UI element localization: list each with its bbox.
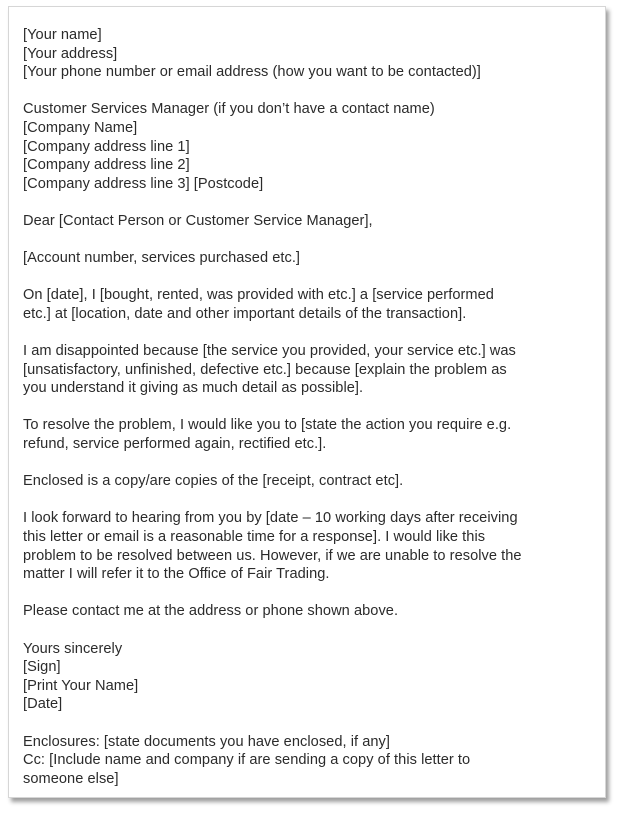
footer-block <box>23 733 601 789</box>
signature-placeholder: [Sign] <box>23 659 61 676</box>
spacer <box>23 398 601 417</box>
spacer <box>23 193 601 212</box>
paragraph-line: On [date], I [bought, rented, was provided with etc.] a [service performed <box>23 287 494 304</box>
paragraph-purchase <box>23 286 601 323</box>
recipient-address-line-3: [Company address line 3] [Postcode] <box>23 175 264 192</box>
paragraph-line: [unsatisfactory, unfinished, defective etc.] because [explain the problem as <box>23 361 507 378</box>
recipient-address-line-2: [Company address line 2] <box>23 157 190 174</box>
reference-text: [Account number, services purchased etc.] <box>23 250 301 267</box>
valediction: Yours sincerely <box>23 640 123 657</box>
cc-line: Cc: [Include name and company if are sending a copy of this letter to <box>23 752 471 769</box>
spacer <box>23 621 601 640</box>
paragraph-line: problem to be resolved between us. However, if we are unable to resolve the <box>23 547 522 564</box>
paragraph-line: you understand it giving as much detail as possible]. <box>23 380 364 397</box>
spacer <box>23 491 601 510</box>
print-name-placeholder: [Print Your Name] <box>23 677 139 694</box>
sender-name: [Your name] <box>23 27 102 43</box>
sender-contact: [Your phone number or email address (how you want to be contacted)] <box>23 64 481 81</box>
paragraph-line: refund, service performed again, rectified etc.]. <box>23 436 327 453</box>
paragraph-line: I am disappointed because [the service you provided, your service etc.] was <box>23 343 516 360</box>
sender-block <box>23 26 601 82</box>
recipient-address-line-1: [Company address line 1] <box>23 138 190 155</box>
salutation <box>23 212 601 231</box>
paragraph-line: I look forward to hearing from you by [date – 10 working days after receiving <box>23 510 518 527</box>
spacer <box>23 454 601 473</box>
spacer <box>23 584 601 603</box>
enclosures-line: Enclosures: [state documents you have enclosed, if any] <box>23 733 390 750</box>
paragraph-resolution <box>23 416 601 453</box>
paragraph-contact <box>23 602 601 621</box>
spacer <box>23 231 601 250</box>
cc-line: someone else] <box>23 770 119 787</box>
reference <box>23 249 601 268</box>
spacer <box>23 324 601 343</box>
date-placeholder: [Date] <box>23 696 63 713</box>
paragraph-deadline <box>23 509 601 583</box>
recipient-title: Customer Services Manager (if you don’t have a contact name) <box>23 101 435 118</box>
recipient-block <box>23 100 601 193</box>
closing-block <box>23 640 601 714</box>
paragraph-line: To resolve the problem, I would like you to [state the action you require e.g. <box>23 417 512 434</box>
paragraph-line: this letter or email is a reasonable time for a response]. I would like this <box>23 529 486 546</box>
paragraph-line: etc.] at [location, date and other important details of the transaction]. <box>23 305 467 322</box>
spacer <box>23 82 601 101</box>
letter-page <box>8 6 606 798</box>
paragraph-complaint <box>23 342 601 398</box>
paragraph-line: Enclosed is a copy/are copies of the [receipt, contract etc]. <box>23 473 404 490</box>
recipient-company: [Company Name] <box>23 119 138 136</box>
paragraph-line: matter I will refer it to the Office of Fair Trading. <box>23 566 330 583</box>
sender-address: [Your address] <box>23 45 118 62</box>
paragraph-line: Please contact me at the address or phone shown above. <box>23 603 399 620</box>
paragraph-enclosed <box>23 472 601 491</box>
spacer <box>23 268 601 287</box>
spacer <box>23 714 601 733</box>
salutation-text: Dear [Contact Person or Customer Service Manager], <box>23 212 373 229</box>
letter-body <box>23 26 601 788</box>
